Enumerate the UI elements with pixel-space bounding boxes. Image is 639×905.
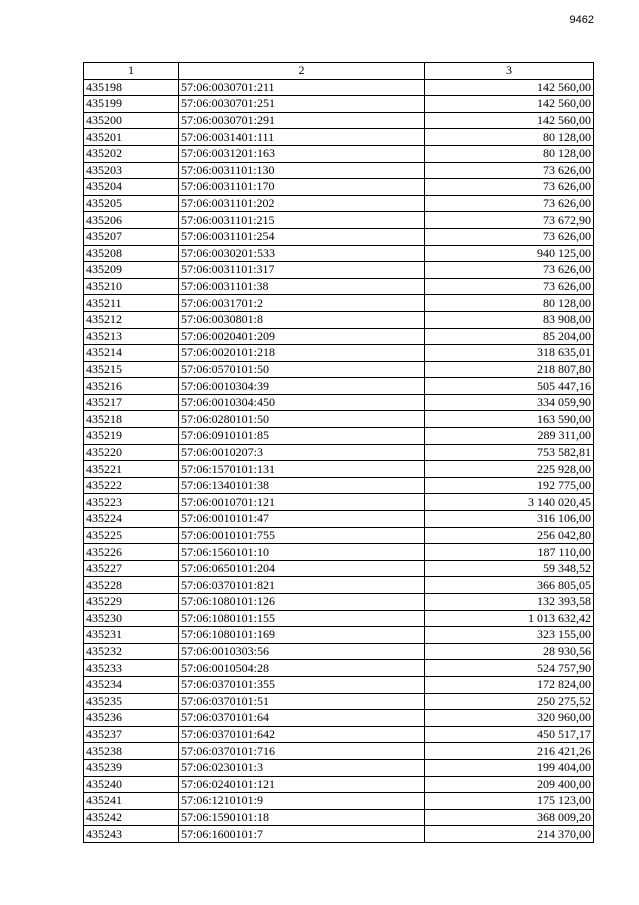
value-cell: 80 128,00 — [425, 129, 594, 146]
cadastral-number-cell: 57:06:0230101:3 — [179, 759, 425, 776]
cadastral-number-cell: 57:06:0280101:50 — [179, 411, 425, 428]
table-row — [84, 660, 594, 677]
row-number-cell: 435203 — [84, 162, 179, 179]
value-cell: 80 128,00 — [425, 145, 594, 162]
column-header: 1 — [84, 63, 179, 80]
value-cell: 142 560,00 — [425, 96, 594, 113]
row-number-cell: 435243 — [84, 826, 179, 843]
value-cell: 289 311,00 — [425, 428, 594, 445]
row-number-cell: 435213 — [84, 328, 179, 345]
row-number-cell: 435223 — [84, 494, 179, 511]
cadastral-number-cell: 57:06:0031101:317 — [179, 262, 425, 279]
cadastral-number-cell: 57:06:0010207:3 — [179, 444, 425, 461]
value-cell: 73 626,00 — [425, 228, 594, 245]
table-row — [84, 394, 594, 411]
value-cell: 73 626,00 — [425, 179, 594, 196]
value-cell: 209 400,00 — [425, 776, 594, 793]
row-number-cell: 435231 — [84, 627, 179, 644]
table-row — [84, 411, 594, 428]
table-header-row — [84, 63, 594, 80]
cadastral-number-cell: 57:06:1340101:38 — [179, 477, 425, 494]
table-row — [84, 776, 594, 793]
row-number-cell: 435209 — [84, 262, 179, 279]
value-cell: 85 204,00 — [425, 328, 594, 345]
cadastral-number-cell: 57:06:0030701:291 — [179, 112, 425, 129]
row-number-cell: 435206 — [84, 212, 179, 229]
row-number-cell: 435210 — [84, 278, 179, 295]
value-cell: 323 155,00 — [425, 627, 594, 644]
row-number-cell: 435221 — [84, 461, 179, 478]
value-cell: 73 626,00 — [425, 262, 594, 279]
value-cell: 3 140 020,45 — [425, 494, 594, 511]
value-cell: 218 807,80 — [425, 361, 594, 378]
row-number-cell: 435200 — [84, 112, 179, 129]
table-row — [84, 195, 594, 212]
value-cell: 132 393,58 — [425, 594, 594, 611]
table-row — [84, 361, 594, 378]
value-cell: 192 775,00 — [425, 477, 594, 494]
row-number-cell: 435218 — [84, 411, 179, 428]
value-cell: 172 824,00 — [425, 676, 594, 693]
value-cell: 505 447,16 — [425, 378, 594, 395]
cadastral-number-cell: 57:06:0020101:218 — [179, 345, 425, 362]
table-row — [84, 710, 594, 727]
row-number-cell: 435230 — [84, 610, 179, 627]
row-number-cell: 435211 — [84, 295, 179, 312]
value-cell: 142 560,00 — [425, 79, 594, 96]
table-row — [84, 527, 594, 544]
row-number-cell: 435240 — [84, 776, 179, 793]
table-row — [84, 759, 594, 776]
table-row — [84, 295, 594, 312]
value-cell: 216 421,26 — [425, 743, 594, 760]
row-number-cell: 435238 — [84, 743, 179, 760]
cadastral-number-cell: 57:06:1210101:9 — [179, 793, 425, 810]
row-number-cell: 435232 — [84, 643, 179, 660]
value-cell: 83 908,00 — [425, 311, 594, 328]
cadastral-number-cell: 57:06:0031701:2 — [179, 295, 425, 312]
table-row — [84, 826, 594, 843]
page-number: 9462 — [569, 14, 594, 26]
table-row — [84, 345, 594, 362]
cadastral-number-cell: 57:06:0030701:251 — [179, 96, 425, 113]
value-cell: 450 517,17 — [425, 726, 594, 743]
table-row — [84, 676, 594, 693]
cadastral-number-cell: 57:06:0570101:50 — [179, 361, 425, 378]
cadastral-number-cell: 57:06:0031101:130 — [179, 162, 425, 179]
cadastral-number-cell: 57:06:0370101:51 — [179, 693, 425, 710]
data-table — [83, 62, 594, 843]
row-number-cell: 435235 — [84, 693, 179, 710]
value-cell: 187 110,00 — [425, 544, 594, 561]
row-number-cell: 435219 — [84, 428, 179, 445]
row-number-cell: 435220 — [84, 444, 179, 461]
row-number-cell: 435222 — [84, 477, 179, 494]
table-row — [84, 145, 594, 162]
value-cell: 28 930,56 — [425, 643, 594, 660]
row-number-cell: 435225 — [84, 527, 179, 544]
cadastral-number-cell: 57:06:0910101:85 — [179, 428, 425, 445]
value-cell: 334 059,90 — [425, 394, 594, 411]
table-row — [84, 494, 594, 511]
value-cell: 175 123,00 — [425, 793, 594, 810]
cadastral-number-cell: 57:06:0031101:254 — [179, 228, 425, 245]
cadastral-number-cell: 57:06:0010101:47 — [179, 511, 425, 528]
row-number-cell: 435198 — [84, 79, 179, 96]
value-cell: 80 128,00 — [425, 295, 594, 312]
table-row — [84, 228, 594, 245]
table-row — [84, 726, 594, 743]
value-cell: 73 626,00 — [425, 162, 594, 179]
column-header: 3 — [425, 63, 594, 80]
cadastral-number-cell: 57:06:0010304:450 — [179, 394, 425, 411]
table-row — [84, 643, 594, 660]
row-number-cell: 435239 — [84, 759, 179, 776]
row-number-cell: 435236 — [84, 710, 179, 727]
value-cell: 320 960,00 — [425, 710, 594, 727]
row-number-cell: 435229 — [84, 594, 179, 611]
cadastral-number-cell: 57:06:0010701:121 — [179, 494, 425, 511]
value-cell: 59 348,52 — [425, 560, 594, 577]
table-row — [84, 278, 594, 295]
row-number-cell: 435224 — [84, 511, 179, 528]
value-cell: 250 275,52 — [425, 693, 594, 710]
row-number-cell: 435227 — [84, 560, 179, 577]
table-row — [84, 262, 594, 279]
row-number-cell: 435228 — [84, 577, 179, 594]
column-header: 2 — [179, 63, 425, 80]
value-cell: 256 042,80 — [425, 527, 594, 544]
cadastral-number-cell: 57:06:0370101:716 — [179, 743, 425, 760]
row-number-cell: 435205 — [84, 195, 179, 212]
value-cell: 316 106,00 — [425, 511, 594, 528]
cadastral-number-cell: 57:06:0031101:170 — [179, 179, 425, 196]
table-body — [84, 79, 594, 842]
table-row — [84, 693, 594, 710]
value-cell: 214 370,00 — [425, 826, 594, 843]
table-row — [84, 179, 594, 196]
row-number-cell: 435217 — [84, 394, 179, 411]
table-row — [84, 112, 594, 129]
cadastral-number-cell: 57:06:0030801:8 — [179, 311, 425, 328]
cadastral-number-cell: 57:06:0031101:38 — [179, 278, 425, 295]
cadastral-number-cell: 57:06:0010504:28 — [179, 660, 425, 677]
cadastral-number-cell: 57:06:1570101:131 — [179, 461, 425, 478]
cadastral-number-cell: 57:06:0010303:56 — [179, 643, 425, 660]
value-cell: 940 125,00 — [425, 245, 594, 262]
table-row — [84, 444, 594, 461]
table-row — [84, 511, 594, 528]
row-number-cell: 435242 — [84, 809, 179, 826]
value-cell: 318 635,01 — [425, 345, 594, 362]
table-row — [84, 809, 594, 826]
value-cell: 753 582,81 — [425, 444, 594, 461]
cadastral-number-cell: 57:06:0030201:533 — [179, 245, 425, 262]
table-row — [84, 560, 594, 577]
row-number-cell: 435204 — [84, 179, 179, 196]
value-cell: 524 757,90 — [425, 660, 594, 677]
row-number-cell: 435241 — [84, 793, 179, 810]
cadastral-number-cell: 57:06:0030701:211 — [179, 79, 425, 96]
value-cell: 368 009,20 — [425, 809, 594, 826]
table-row — [84, 627, 594, 644]
cadastral-number-cell: 57:06:0031101:215 — [179, 212, 425, 229]
row-number-cell: 435233 — [84, 660, 179, 677]
value-cell: 1 013 632,42 — [425, 610, 594, 627]
row-number-cell: 435208 — [84, 245, 179, 262]
row-number-cell: 435216 — [84, 378, 179, 395]
table-row — [84, 162, 594, 179]
row-number-cell: 435199 — [84, 96, 179, 113]
table-row — [84, 477, 594, 494]
table-row — [84, 311, 594, 328]
row-number-cell: 435212 — [84, 311, 179, 328]
table-row — [84, 428, 594, 445]
value-cell: 199 404,00 — [425, 759, 594, 776]
row-number-cell: 435215 — [84, 361, 179, 378]
cadastral-number-cell: 57:06:0020401:209 — [179, 328, 425, 345]
row-number-cell: 435207 — [84, 228, 179, 245]
table-row — [84, 743, 594, 760]
cadastral-number-cell: 57:06:0370101:355 — [179, 676, 425, 693]
table-row — [84, 577, 594, 594]
cadastral-number-cell: 57:06:1590101:18 — [179, 809, 425, 826]
table-row — [84, 79, 594, 96]
row-number-cell: 435237 — [84, 726, 179, 743]
cadastral-number-cell: 57:06:0370101:64 — [179, 710, 425, 727]
cadastral-number-cell: 57:06:1600101:7 — [179, 826, 425, 843]
value-cell: 73 626,00 — [425, 278, 594, 295]
cadastral-number-cell: 57:06:0650101:204 — [179, 560, 425, 577]
value-cell: 73 626,00 — [425, 195, 594, 212]
value-cell: 225 928,00 — [425, 461, 594, 478]
row-number-cell: 435214 — [84, 345, 179, 362]
table-row — [84, 378, 594, 395]
cadastral-number-cell: 57:06:0031201:163 — [179, 145, 425, 162]
row-number-cell: 435202 — [84, 145, 179, 162]
value-cell: 142 560,00 — [425, 112, 594, 129]
row-number-cell: 435226 — [84, 544, 179, 561]
row-number-cell: 435201 — [84, 129, 179, 146]
cadastral-number-cell: 57:06:0031101:202 — [179, 195, 425, 212]
cadastral-number-cell: 57:06:1080101:126 — [179, 594, 425, 611]
value-cell: 163 590,00 — [425, 411, 594, 428]
cadastral-number-cell: 57:06:0240101:121 — [179, 776, 425, 793]
table-row — [84, 544, 594, 561]
cadastral-number-cell: 57:06:1080101:169 — [179, 627, 425, 644]
cadastral-number-cell: 57:06:1080101:155 — [179, 610, 425, 627]
table-row — [84, 610, 594, 627]
table-row — [84, 129, 594, 146]
table-row — [84, 793, 594, 810]
value-cell: 366 805,05 — [425, 577, 594, 594]
table-row — [84, 461, 594, 478]
table-row — [84, 212, 594, 229]
cadastral-number-cell: 57:06:0370101:821 — [179, 577, 425, 594]
cadastral-number-cell: 57:06:1560101:10 — [179, 544, 425, 561]
table-row — [84, 245, 594, 262]
table-row — [84, 96, 594, 113]
table-row — [84, 328, 594, 345]
cadastral-number-cell: 57:06:0010101:755 — [179, 527, 425, 544]
row-number-cell: 435234 — [84, 676, 179, 693]
table-row — [84, 594, 594, 611]
cadastral-number-cell: 57:06:0370101:642 — [179, 726, 425, 743]
value-cell: 73 672,90 — [425, 212, 594, 229]
cadastral-number-cell: 57:06:0031401:111 — [179, 129, 425, 146]
cadastral-number-cell: 57:06:0010304:39 — [179, 378, 425, 395]
